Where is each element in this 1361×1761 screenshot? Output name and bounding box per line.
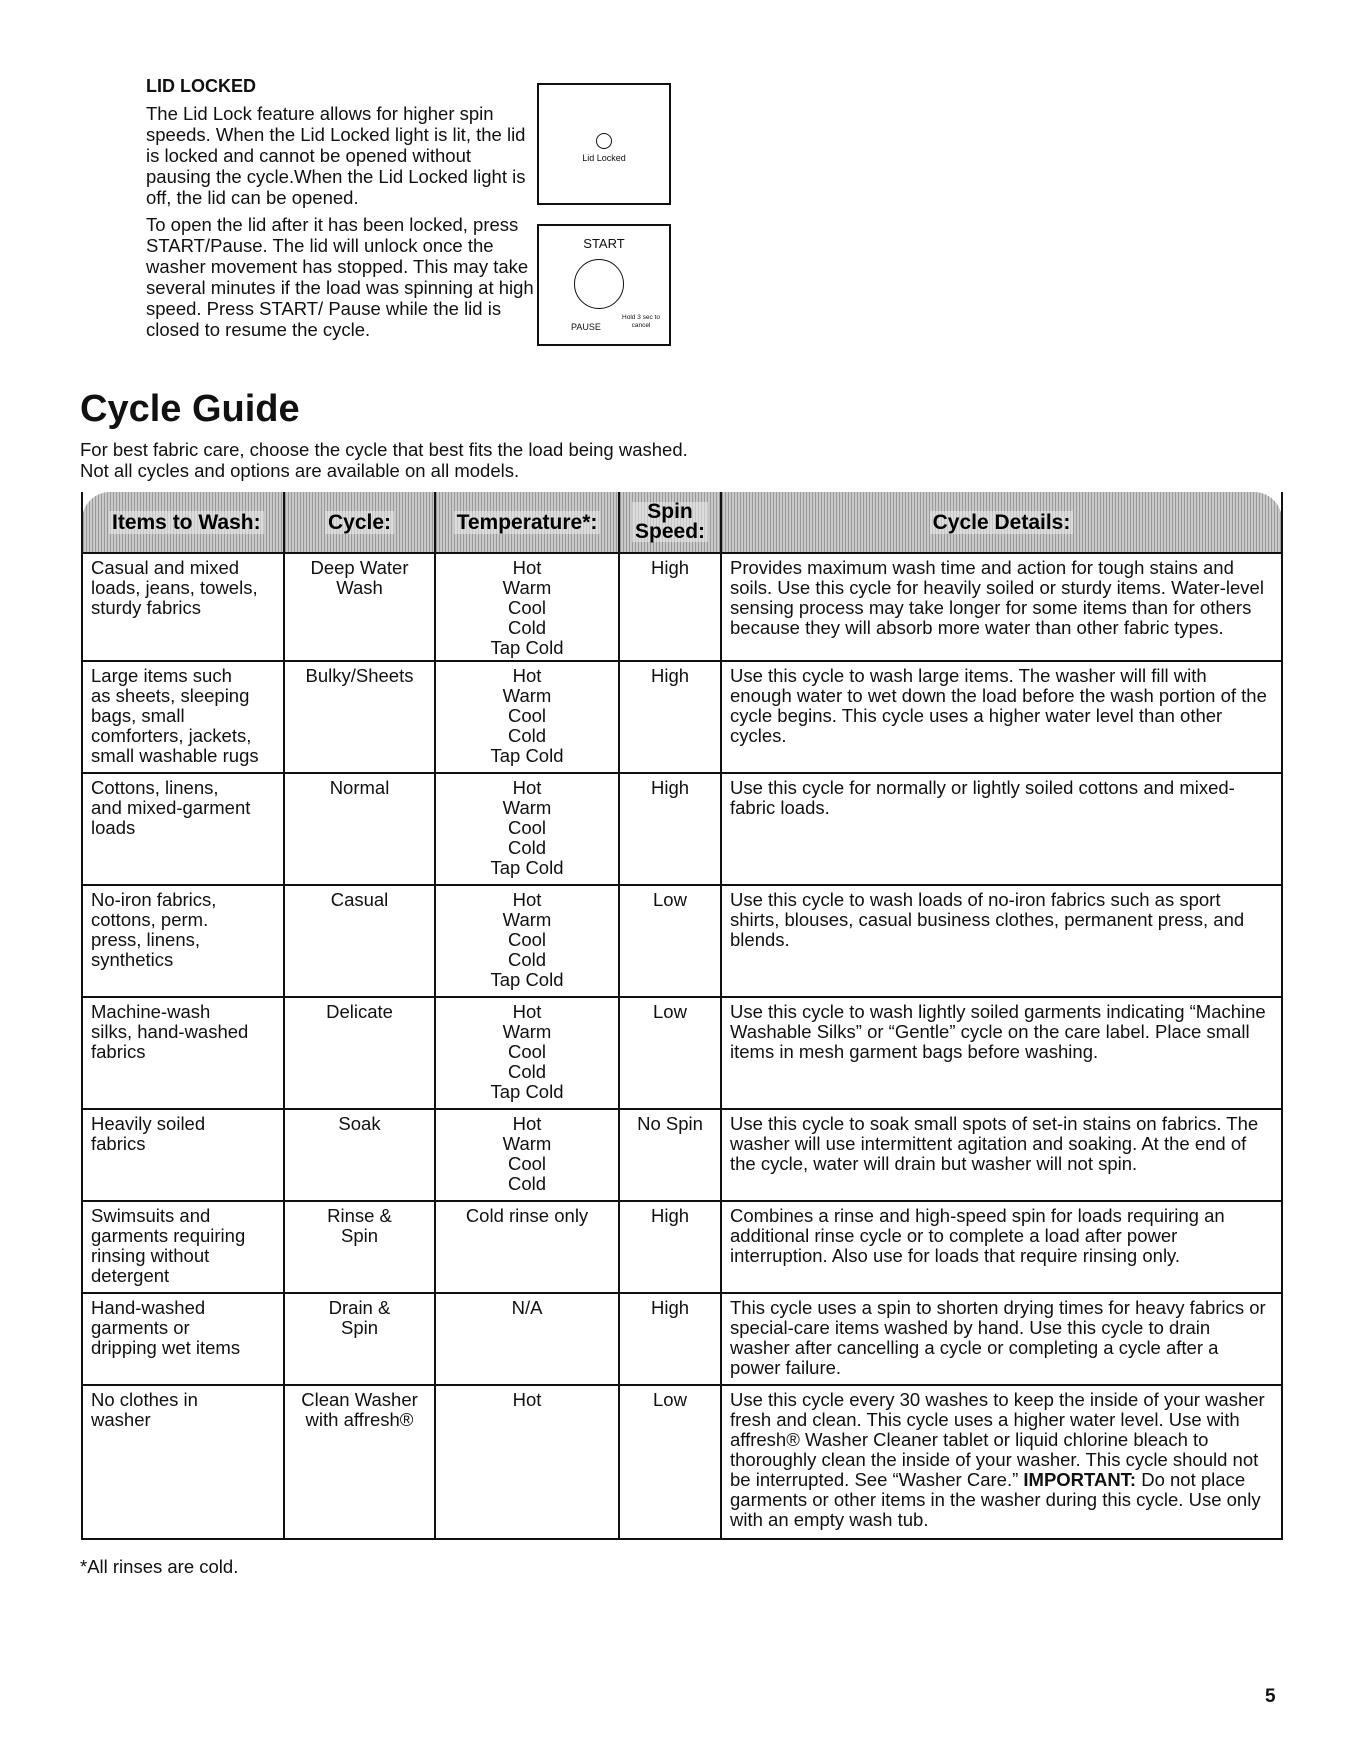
table-row: [82, 661, 1282, 773]
table-row: [82, 1293, 1282, 1385]
table-row: [82, 553, 1282, 661]
cell-items: No-iron fabrics, cottons, perm. press, linens, synthetics: [82, 885, 284, 997]
cell-spin: Low: [619, 1385, 721, 1539]
header-temperature: Temperature*:: [435, 492, 619, 553]
pause-panel-label: PAUSE: [571, 322, 601, 332]
cell-spin: High: [619, 661, 721, 773]
cell-items: Casual and mixed loads, jeans, towels, sturdy fabrics: [82, 553, 284, 661]
cycle-guide-table: [81, 492, 1283, 1540]
cycle-guide-intro: [80, 439, 688, 481]
lid-locked-panel-label: Lid Locked: [582, 153, 626, 163]
cell-temperature: Hot Warm Cool Cold Tap Cold: [435, 997, 619, 1109]
cell-items: Heavily soiled fabrics: [82, 1109, 284, 1201]
cell-cycle: Deep Water Wash: [284, 553, 435, 661]
cell-cycle: Rinse & Spin: [284, 1201, 435, 1293]
cell-items: Hand-washed garments or dripping wet items: [82, 1293, 284, 1385]
header-cycle: Cycle:: [284, 492, 435, 553]
start-panel-label: START: [583, 236, 625, 251]
cell-spin: High: [619, 773, 721, 885]
table-row: [82, 773, 1282, 885]
cell-items: Swimsuits and garments requiring rinsing without detergent: [82, 1201, 284, 1293]
cell-details: Combines a rinse and high-speed spin for loads requiring an additional rinse cycle or to complete a load after power interruption. Also use for loads that require rinsing only.: [721, 1201, 1282, 1293]
cell-cycle: Clean Washer with affresh®: [284, 1385, 435, 1539]
lid-locked-heading: LID LOCKED: [146, 76, 256, 96]
page-number: 5: [1265, 1686, 1276, 1707]
cell-spin: High: [619, 1293, 721, 1385]
cell-spin: No Spin: [619, 1109, 721, 1201]
rinse-footnote: *All rinses are cold.: [80, 1556, 239, 1577]
table-row: [82, 997, 1282, 1109]
cell-temperature: Hot Warm Cool Cold Tap Cold: [435, 885, 619, 997]
cell-spin: Low: [619, 885, 721, 997]
cell-spin: High: [619, 553, 721, 661]
hold-to-cancel-label: Hold 3 sec to cancel: [622, 314, 660, 329]
header-cycle-details: Cycle Details:: [721, 492, 1282, 553]
lid-locked-paragraph-1: The Lid Lock feature allows for higher spin speeds. When the Lid Locked light is lit, the lid is locked and cannot be opened without pausing the cycle.When the Lid Locked light is off, the lid can be opened.: [146, 103, 526, 208]
table-row: [82, 1201, 1282, 1293]
cell-details: Use this cycle to wash large items. The washer will fill with enough water to wet down the load before the wash portion of the cycle begins. This cycle uses a higher water level than other cycles.: [721, 661, 1282, 773]
table-row: [82, 1385, 1282, 1539]
cell-details: [721, 1385, 1282, 1539]
header-spin-speed: Spin Speed:: [619, 492, 721, 553]
table-row: [82, 1109, 1282, 1201]
table-header-row: [82, 492, 1282, 553]
important-label: IMPORTANT:: [1023, 1469, 1137, 1490]
cell-cycle: Bulky/Sheets: [284, 661, 435, 773]
cell-items: Large items such as sheets, sleeping bags, small comforters, jackets, small washable rugs: [82, 661, 284, 773]
important-text: Do not place garments or other items in the washer during this cycle. Use only with an empty wash tub.: [730, 1469, 1261, 1530]
start-button-icon: [574, 259, 624, 309]
cell-cycle: Normal: [284, 773, 435, 885]
cell-items: No clothes in washer: [82, 1385, 284, 1539]
lid-locked-section: [146, 76, 536, 346]
cell-details: This cycle uses a spin to shorten drying times for heavy fabrics or special-care items washed by hand. Use this cycle to drain washer after cancelling a cycle or completing a cycle after a power failure.: [721, 1293, 1282, 1385]
cell-temperature: Hot: [435, 1385, 619, 1539]
cell-temperature: Hot Warm Cool Cold Tap Cold: [435, 661, 619, 773]
cell-temperature: Hot Warm Cool Cold: [435, 1109, 619, 1201]
clean-washer-details-text: Use this cycle every 30 washes to keep the inside of your washer fresh and clean. This cycle uses a higher water level. Use with affresh® Washer Cleaner tablet or liquid chlorine bleach to thoroughly clean the inside of your washer. This cycle should not be interrupted. See “Washer Care.”: [730, 1389, 1265, 1490]
header-items-to-wash: Items to Wash:: [82, 492, 284, 553]
cell-details: Use this cycle to wash loads of no-iron fabrics such as sport shirts, blouses, casual business clothes, permanent press, and blends.: [721, 885, 1282, 997]
lid-locked-paragraph-2: To open the lid after it has been locked, press START/Pause. The lid will unlock once the washer movement has stopped. This may take several minutes if the load was spinning at high speed. Press START/ Pause while the lid is closed to resume the cycle.: [146, 214, 534, 340]
cell-items: Cottons, linens, and mixed-garment loads: [82, 773, 284, 885]
cell-temperature: N/A: [435, 1293, 619, 1385]
lid-locked-panel-illustration: [537, 83, 671, 205]
cycle-guide-intro-line-1: For best fabric care, choose the cycle that best fits the load being washed.: [80, 439, 688, 460]
cycle-guide-intro-line-2: Not all cycles and options are available on all models.: [80, 460, 520, 481]
lid-locked-light-icon: [596, 133, 612, 149]
cell-cycle: Casual: [284, 885, 435, 997]
cell-cycle: Drain & Spin: [284, 1293, 435, 1385]
cell-temperature: Cold rinse only: [435, 1201, 619, 1293]
cell-details: Provides maximum wash time and action for tough stains and soils. Use this cycle for heavily soiled or sturdy items. Water-level sensing process may take longer for some items than for others because they will absorb more water than other fabric types.: [721, 553, 1282, 661]
cell-details: Use this cycle for normally or lightly soiled cottons and mixed-fabric loads.: [721, 773, 1282, 885]
cell-cycle: Delicate: [284, 997, 435, 1109]
cell-temperature: Hot Warm Cool Cold Tap Cold: [435, 553, 619, 661]
cell-spin: High: [619, 1201, 721, 1293]
table-row: [82, 885, 1282, 997]
cell-cycle: Soak: [284, 1109, 435, 1201]
cell-items: Machine-wash silks, hand-washed fabrics: [82, 997, 284, 1109]
cell-spin: Low: [619, 997, 721, 1109]
cycle-guide-title: Cycle Guide: [80, 388, 300, 430]
cell-details: Use this cycle to soak small spots of set-in stains on fabrics. The washer will use intermittent agitation and soaking. At the end of the cycle, water will drain but washer will not spin.: [721, 1109, 1282, 1201]
cell-details: Use this cycle to wash lightly soiled garments indicating “Machine Washable Silks” or “Gentle” cycle on the care label. Place small items in mesh garment bags before washing.: [721, 997, 1282, 1109]
cell-temperature: Hot Warm Cool Cold Tap Cold: [435, 773, 619, 885]
start-pause-panel-illustration: [537, 224, 671, 346]
